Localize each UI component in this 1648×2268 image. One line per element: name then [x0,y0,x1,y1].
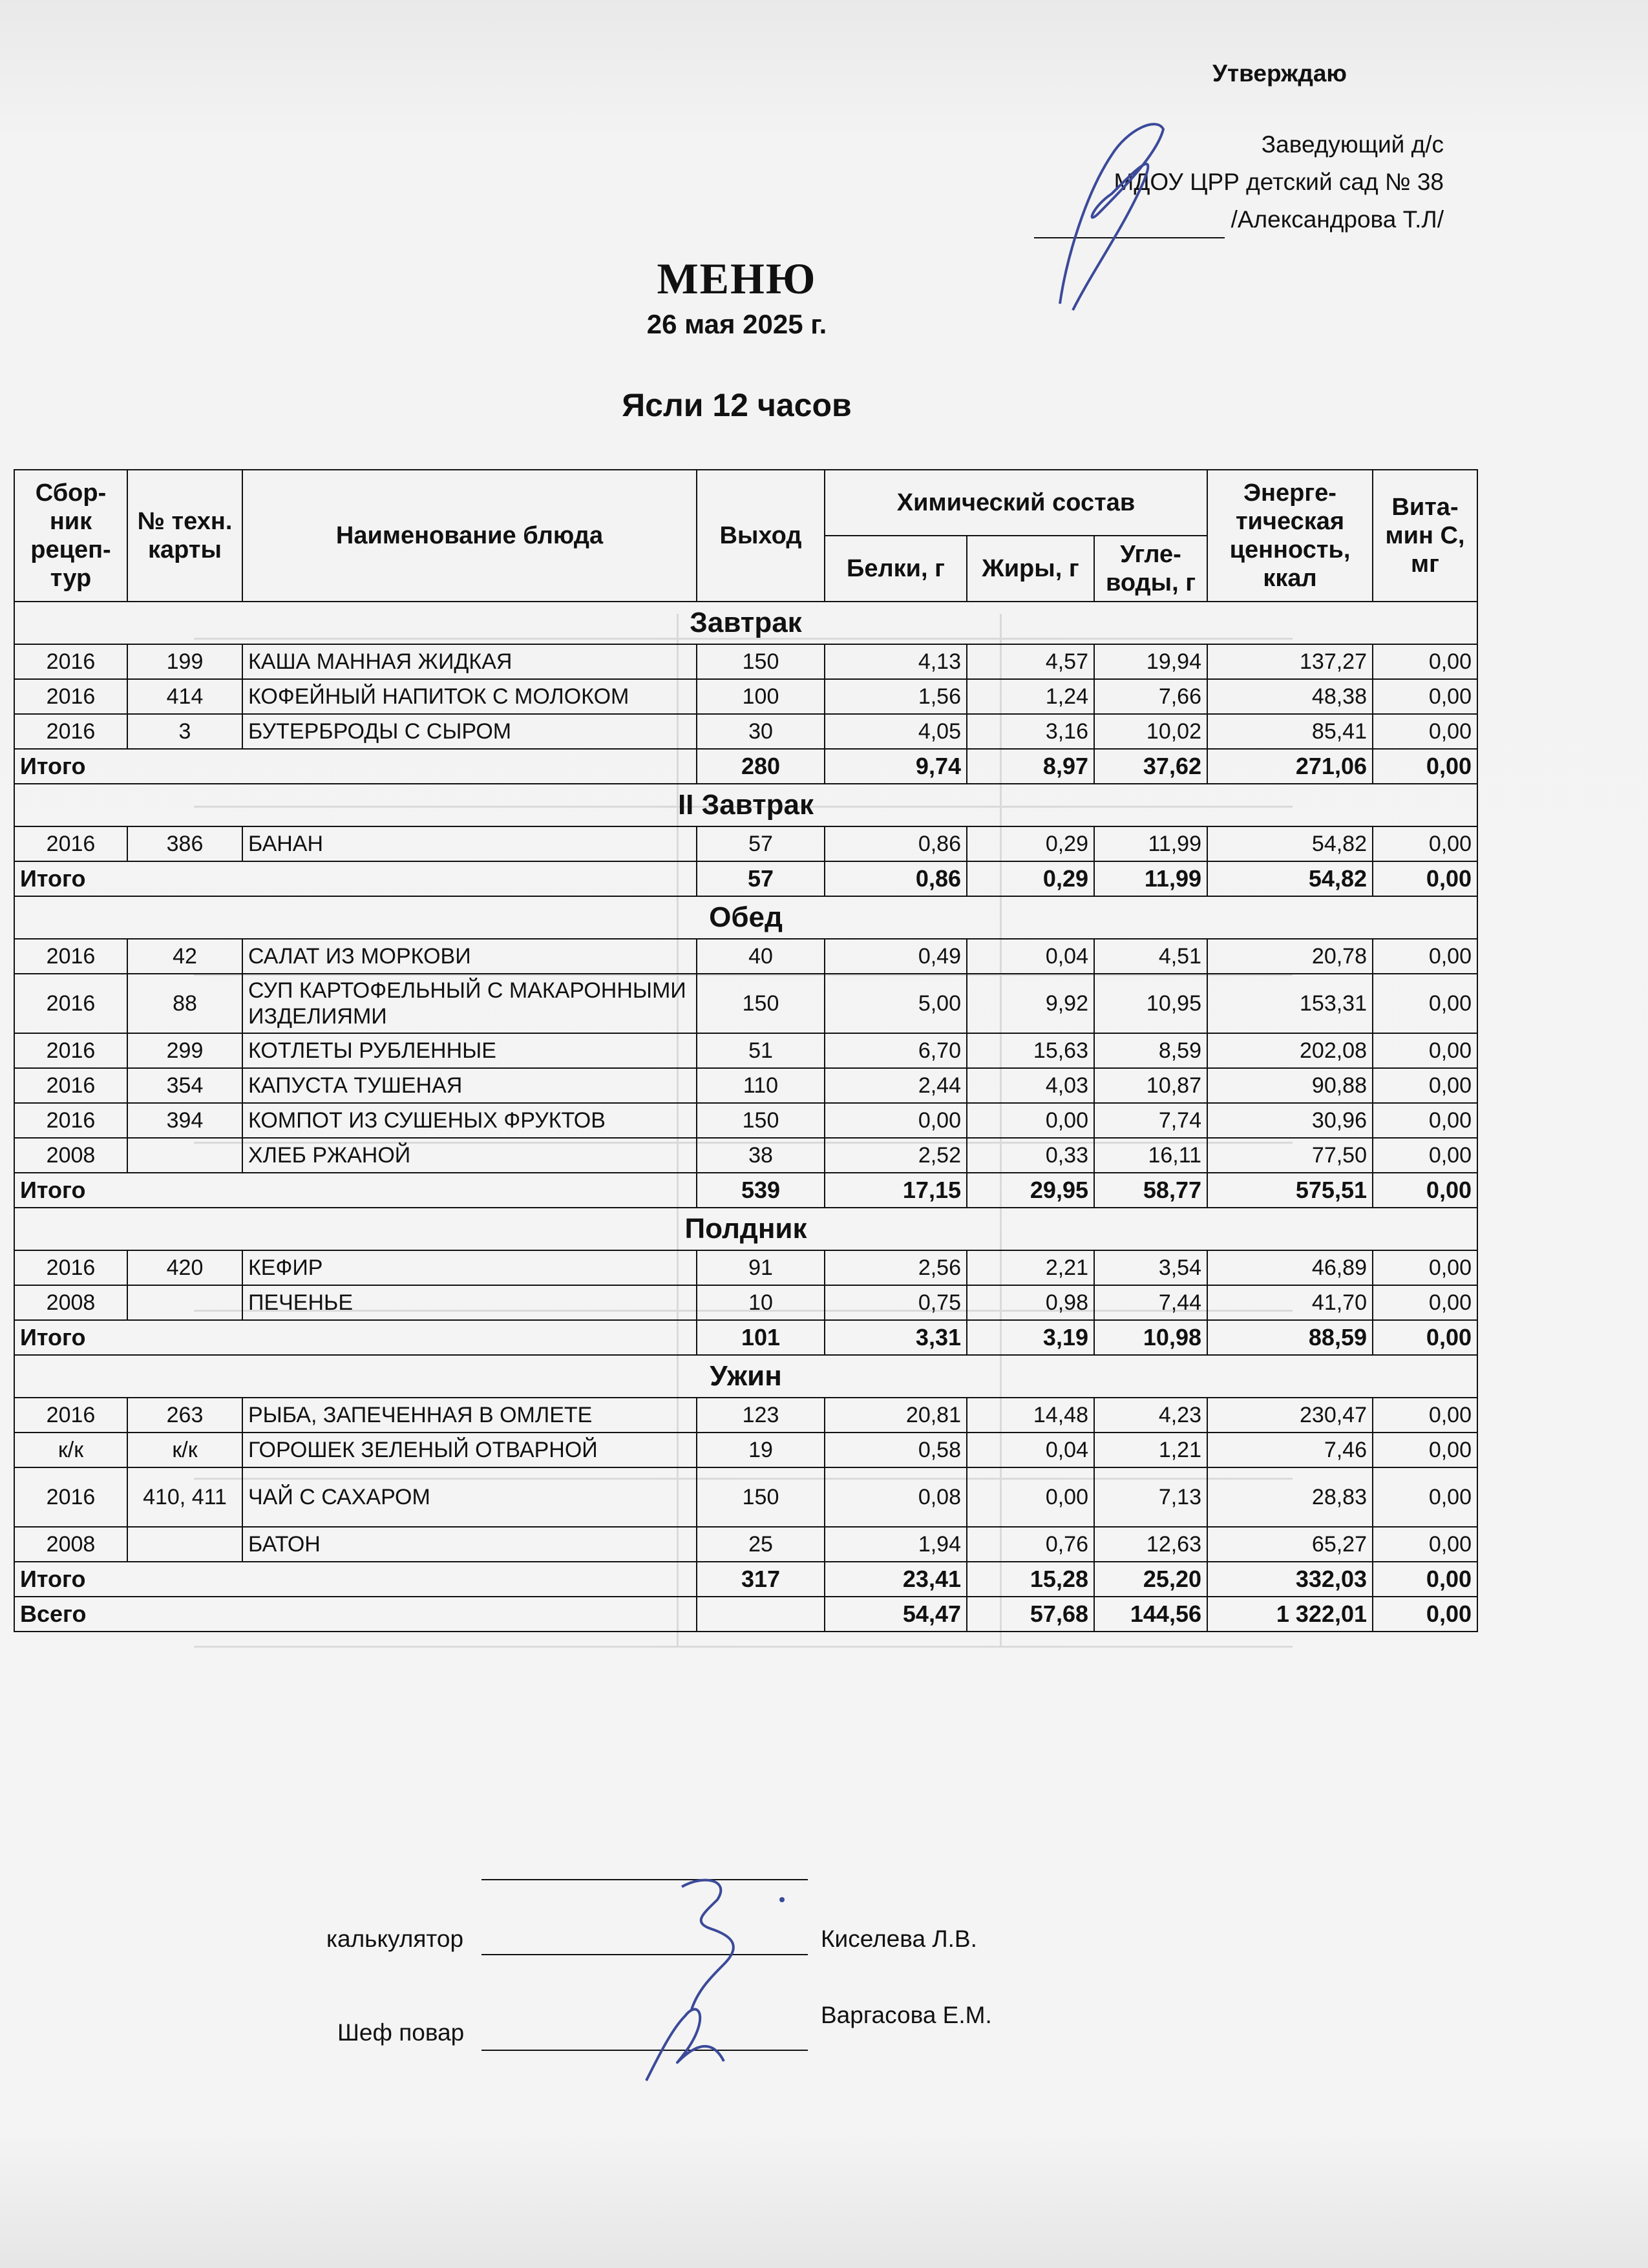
dish-carbs: 7,66 [1094,679,1207,714]
tech-card-number: 263 [127,1398,242,1433]
total-yield: 57 [697,861,825,896]
dish-energy: 77,50 [1207,1138,1373,1173]
total-energy: 271,06 [1207,749,1373,784]
total-yield: 539 [697,1173,825,1208]
calculator-name: Киселева Л.В. [821,1926,977,1952]
dish-protein: 2,56 [825,1250,967,1285]
total-vitamin: 0,00 [1373,1562,1477,1597]
dish-fat: 4,03 [967,1068,1094,1103]
approval-signature-line [1034,211,1225,238]
dish-name: ГОРОШЕК ЗЕЛЕНЫЙ ОТВАРНОЙ [242,1433,697,1467]
recipe-collection: 2016 [14,1068,127,1103]
total-fat: 15,28 [967,1562,1094,1597]
total-carbs: 58,77 [1094,1173,1207,1208]
dish-protein: 1,94 [825,1527,967,1562]
dish-row [14,644,1477,679]
dish-carbs: 1,21 [1094,1433,1207,1467]
chef-name: Варгасова Е.М. [821,2002,992,2028]
dish-row [14,974,1477,1033]
dish-protein: 4,05 [825,714,967,749]
grand-total-vitamin: 0,00 [1373,1597,1477,1632]
dish-protein: 6,70 [825,1033,967,1068]
dish-carbs: 10,87 [1094,1068,1207,1103]
dish-yield: 10 [697,1285,825,1320]
approval-position: Заведующий д/с [1261,131,1444,158]
dish-row [14,1527,1477,1562]
dish-energy: 230,47 [1207,1398,1373,1433]
header-card-no: № техн. карты [127,470,242,602]
dish-name: КОТЛЕТЫ РУБЛЕННЫЕ [242,1033,697,1068]
dish-name: СУП КАРТОФЕЛЬНЫЙ С МАКАРОННЫМИ ИЗДЕЛИЯМИ [242,974,697,1033]
total-carbs: 25,20 [1094,1562,1207,1597]
total-protein: 17,15 [825,1173,967,1208]
total-row [14,749,1477,784]
recipe-collection: 2008 [14,1138,127,1173]
dish-row [14,1068,1477,1103]
dish-name: КАША МАННАЯ ЖИДКАЯ [242,644,697,679]
dish-energy: 20,78 [1207,939,1373,974]
total-carbs: 11,99 [1094,861,1207,896]
recipe-collection: 2008 [14,1285,127,1320]
dish-vitamin: 0,00 [1373,679,1477,714]
total-fat: 0,29 [967,861,1094,896]
header-protein: Белки, г [825,536,967,602]
dish-energy: 202,08 [1207,1033,1373,1068]
menu-table [14,469,1478,1632]
dish-row [14,1250,1477,1285]
recipe-collection: 2016 [14,1103,127,1138]
total-label: Итого [14,749,697,784]
dish-row [14,1138,1477,1173]
dish-carbs: 7,74 [1094,1103,1207,1138]
dish-vitamin: 0,00 [1373,1433,1477,1467]
dish-energy: 65,27 [1207,1527,1373,1562]
tech-card-number [127,1285,242,1320]
approval-organization: МДОУ ЦРР детский сад № 38 [1114,169,1444,195]
calculator-label: калькулятор [326,1926,464,1952]
dish-carbs: 19,94 [1094,644,1207,679]
header-vitamin: Вита-мин С, мг [1373,470,1477,602]
section-row [14,784,1477,826]
dish-fat: 4,57 [967,644,1094,679]
dish-fat: 15,63 [967,1033,1094,1068]
total-protein: 9,74 [825,749,967,784]
dish-vitamin: 0,00 [1373,1068,1477,1103]
total-yield: 317 [697,1562,825,1597]
total-carbs: 10,98 [1094,1320,1207,1355]
dish-yield: 110 [697,1068,825,1103]
dish-carbs: 3,54 [1094,1250,1207,1285]
header-energy: Энерге-тическая ценность, ккал [1207,470,1373,602]
dish-yield: 19 [697,1433,825,1467]
dish-row [14,1285,1477,1320]
dish-row [14,826,1477,861]
dish-name: КОФЕЙНЫЙ НАПИТОК С МОЛОКОМ [242,679,697,714]
section-title-dinner: Ужин [14,1355,1477,1398]
signature-line-top [481,1879,808,1880]
dish-carbs: 10,02 [1094,714,1207,749]
tech-card-number: 199 [127,644,242,679]
dish-protein: 5,00 [825,974,967,1033]
grand-total-yield [697,1597,825,1632]
tech-card-number: 354 [127,1068,242,1103]
total-label: Итого [14,861,697,896]
dish-vitamin: 0,00 [1373,1250,1477,1285]
recipe-collection: 2016 [14,714,127,749]
dish-yield: 51 [697,1033,825,1068]
dish-yield: 150 [697,974,825,1033]
dish-vitamin: 0,00 [1373,974,1477,1033]
dish-energy: 41,70 [1207,1285,1373,1320]
tech-card-number: к/к [127,1433,242,1467]
approval-name: /Александрова Т.Л/ [1231,206,1444,233]
dish-carbs: 7,44 [1094,1285,1207,1320]
dish-protein: 0,00 [825,1103,967,1138]
header-carbs: Угле-воды, г [1094,536,1207,602]
calculator-signature-line [481,1954,808,1955]
dish-carbs: 8,59 [1094,1033,1207,1068]
dish-protein: 2,44 [825,1068,967,1103]
total-vitamin: 0,00 [1373,1320,1477,1355]
section-row [14,896,1477,939]
total-yield: 280 [697,749,825,784]
recipe-collection: 2016 [14,679,127,714]
recipe-collection: 2016 [14,939,127,974]
total-label: Итого [14,1562,697,1597]
total-energy: 54,82 [1207,861,1373,896]
grand-total-energy: 1 322,01 [1207,1597,1373,1632]
grand-total-label: Всего [14,1597,697,1632]
dish-vitamin: 0,00 [1373,939,1477,974]
total-protein: 3,31 [825,1320,967,1355]
tech-card-number: 410, 411 [127,1467,242,1527]
dish-name: КАПУСТА ТУШЕНАЯ [242,1068,697,1103]
dish-fat: 0,29 [967,826,1094,861]
total-label: Итого [14,1320,697,1355]
recipe-collection: 2016 [14,826,127,861]
dish-carbs: 4,23 [1094,1398,1207,1433]
total-row [14,1562,1477,1597]
section-title-snack: Полдник [14,1208,1477,1250]
recipe-collection: к/к [14,1433,127,1467]
section-title-breakfast: Завтрак [14,602,1477,644]
section-row [14,1208,1477,1250]
dish-row [14,939,1477,974]
dish-vitamin: 0,00 [1373,1103,1477,1138]
grand-total-protein: 54,47 [825,1597,967,1632]
dish-fat: 14,48 [967,1398,1094,1433]
header-chem: Химический состав [825,470,1207,536]
total-fat: 3,19 [967,1320,1094,1355]
dish-carbs: 4,51 [1094,939,1207,974]
dish-energy: 46,89 [1207,1250,1373,1285]
dish-yield: 25 [697,1527,825,1562]
total-row [14,1173,1477,1208]
recipe-collection: 2016 [14,1398,127,1433]
dish-carbs: 7,13 [1094,1467,1207,1527]
approval-block [1034,55,1444,238]
document-title: МЕНЮ [657,254,817,303]
dish-row [14,1103,1477,1138]
dish-vitamin: 0,00 [1373,1398,1477,1433]
menu-table-body [14,602,1477,1632]
dish-name: КОМПОТ ИЗ СУШЕНЫХ ФРУКТОВ [242,1103,697,1138]
header-fat: Жиры, г [967,536,1094,602]
dish-name: ЧАЙ С САХАРОМ [242,1467,697,1527]
total-energy: 332,03 [1207,1562,1373,1597]
tech-card-number: 394 [127,1103,242,1138]
dish-fat: 1,24 [967,679,1094,714]
dish-energy: 30,96 [1207,1103,1373,1138]
dish-row [14,1033,1477,1068]
dish-name: БУТЕРБРОДЫ С СЫРОМ [242,714,697,749]
dish-name: ПЕЧЕНЬЕ [242,1285,697,1320]
chef-signature-line [481,2050,808,2051]
dish-fat: 0,33 [967,1138,1094,1173]
dish-carbs: 10,95 [1094,974,1207,1033]
dish-protein: 0,86 [825,826,967,861]
dish-yield: 150 [697,1103,825,1138]
dish-yield: 150 [697,1467,825,1527]
section-row [14,1355,1477,1398]
dish-row [14,1433,1477,1467]
dish-yield: 57 [697,826,825,861]
approval-title: Утверждаю [1212,60,1347,87]
total-energy: 575,51 [1207,1173,1373,1208]
total-carbs: 37,62 [1094,749,1207,784]
dish-protein: 20,81 [825,1398,967,1433]
dish-vitamin: 0,00 [1373,826,1477,861]
total-fat: 29,95 [967,1173,1094,1208]
dish-protein: 4,13 [825,644,967,679]
total-energy: 88,59 [1207,1320,1373,1355]
dish-protein: 1,56 [825,679,967,714]
dish-energy: 54,82 [1207,826,1373,861]
dish-vitamin: 0,00 [1373,1285,1477,1320]
dish-vitamin: 0,00 [1373,1138,1477,1173]
dish-carbs: 12,63 [1094,1527,1207,1562]
section-title-lunch: Обед [14,896,1477,939]
section-row [14,602,1477,644]
dish-fat: 0,76 [967,1527,1094,1562]
tech-card-number: 386 [127,826,242,861]
dish-name: БАТОН [242,1527,697,1562]
document-group: Ясли 12 часов [622,387,852,423]
tech-card-number: 3 [127,714,242,749]
dish-row [14,714,1477,749]
total-vitamin: 0,00 [1373,1173,1477,1208]
dish-energy: 28,83 [1207,1467,1373,1527]
dish-vitamin: 0,00 [1373,1467,1477,1527]
dish-fat: 9,92 [967,974,1094,1033]
total-row [14,1320,1477,1355]
total-yield: 101 [697,1320,825,1355]
dish-vitamin: 0,00 [1373,1033,1477,1068]
dish-carbs: 11,99 [1094,826,1207,861]
dish-fat: 0,00 [967,1467,1094,1527]
dish-energy: 90,88 [1207,1068,1373,1103]
dish-name: ХЛЕБ РЖАНОЙ [242,1138,697,1173]
dish-yield: 30 [697,714,825,749]
dish-protein: 2,52 [825,1138,967,1173]
grand-total-fat: 57,68 [967,1597,1094,1632]
chef-label: Шеф повар [337,2019,465,2046]
dish-name: РЫБА, ЗАПЕЧЕННАЯ В ОМЛЕТЕ [242,1398,697,1433]
recipe-collection: 2008 [14,1527,127,1562]
dish-yield: 100 [697,679,825,714]
total-protein: 0,86 [825,861,967,896]
recipe-collection: 2016 [14,644,127,679]
dish-row [14,1467,1477,1527]
dish-protein: 0,58 [825,1433,967,1467]
dish-energy: 153,31 [1207,974,1373,1033]
dish-fat: 0,00 [967,1103,1094,1138]
grand-total-row [14,1597,1477,1632]
total-vitamin: 0,00 [1373,861,1477,896]
dish-energy: 48,38 [1207,679,1373,714]
dish-yield: 123 [697,1398,825,1433]
tech-card-number [127,1527,242,1562]
dish-carbs: 16,11 [1094,1138,1207,1173]
recipe-collection: 2016 [14,974,127,1033]
dish-name: БАНАН [242,826,697,861]
header-yield: Выход [697,470,825,602]
tech-card-number: 414 [127,679,242,714]
dish-yield: 150 [697,644,825,679]
recipe-collection: 2016 [14,1250,127,1285]
section-title-breakfast2: II Завтрак [14,784,1477,826]
dish-vitamin: 0,00 [1373,714,1477,749]
dish-vitamin: 0,00 [1373,1527,1477,1562]
header-collection: Сбор-ник рецеп-тур [14,470,127,602]
dish-name: САЛАТ ИЗ МОРКОВИ [242,939,697,974]
tech-card-number: 420 [127,1250,242,1285]
total-protein: 23,41 [825,1562,967,1597]
tech-card-number [127,1138,242,1173]
document-date: 26 мая 2025 г. [646,309,827,339]
recipe-collection: 2016 [14,1033,127,1068]
dish-yield: 40 [697,939,825,974]
dish-protein: 0,49 [825,939,967,974]
total-row [14,861,1477,896]
dish-fat: 3,16 [967,714,1094,749]
total-vitamin: 0,00 [1373,749,1477,784]
dish-fat: 0,04 [967,1433,1094,1467]
dish-yield: 91 [697,1250,825,1285]
tech-card-number: 299 [127,1033,242,1068]
dish-protein: 0,75 [825,1285,967,1320]
tech-card-number: 42 [127,939,242,974]
total-fat: 8,97 [967,749,1094,784]
tech-card-number: 88 [127,974,242,1033]
dish-yield: 38 [697,1138,825,1173]
dish-fat: 0,04 [967,939,1094,974]
header-dish-name: Наименование блюда [242,470,697,602]
dish-row [14,1398,1477,1433]
total-label: Итого [14,1173,697,1208]
dish-row [14,679,1477,714]
recipe-collection: 2016 [14,1467,127,1527]
dish-energy: 137,27 [1207,644,1373,679]
dish-name: КЕФИР [242,1250,697,1285]
dish-vitamin: 0,00 [1373,644,1477,679]
dish-protein: 0,08 [825,1467,967,1527]
dish-fat: 2,21 [967,1250,1094,1285]
dish-energy: 7,46 [1207,1433,1373,1467]
dish-fat: 0,98 [967,1285,1094,1320]
grand-total-carbs: 144,56 [1094,1597,1207,1632]
dish-energy: 85,41 [1207,714,1373,749]
